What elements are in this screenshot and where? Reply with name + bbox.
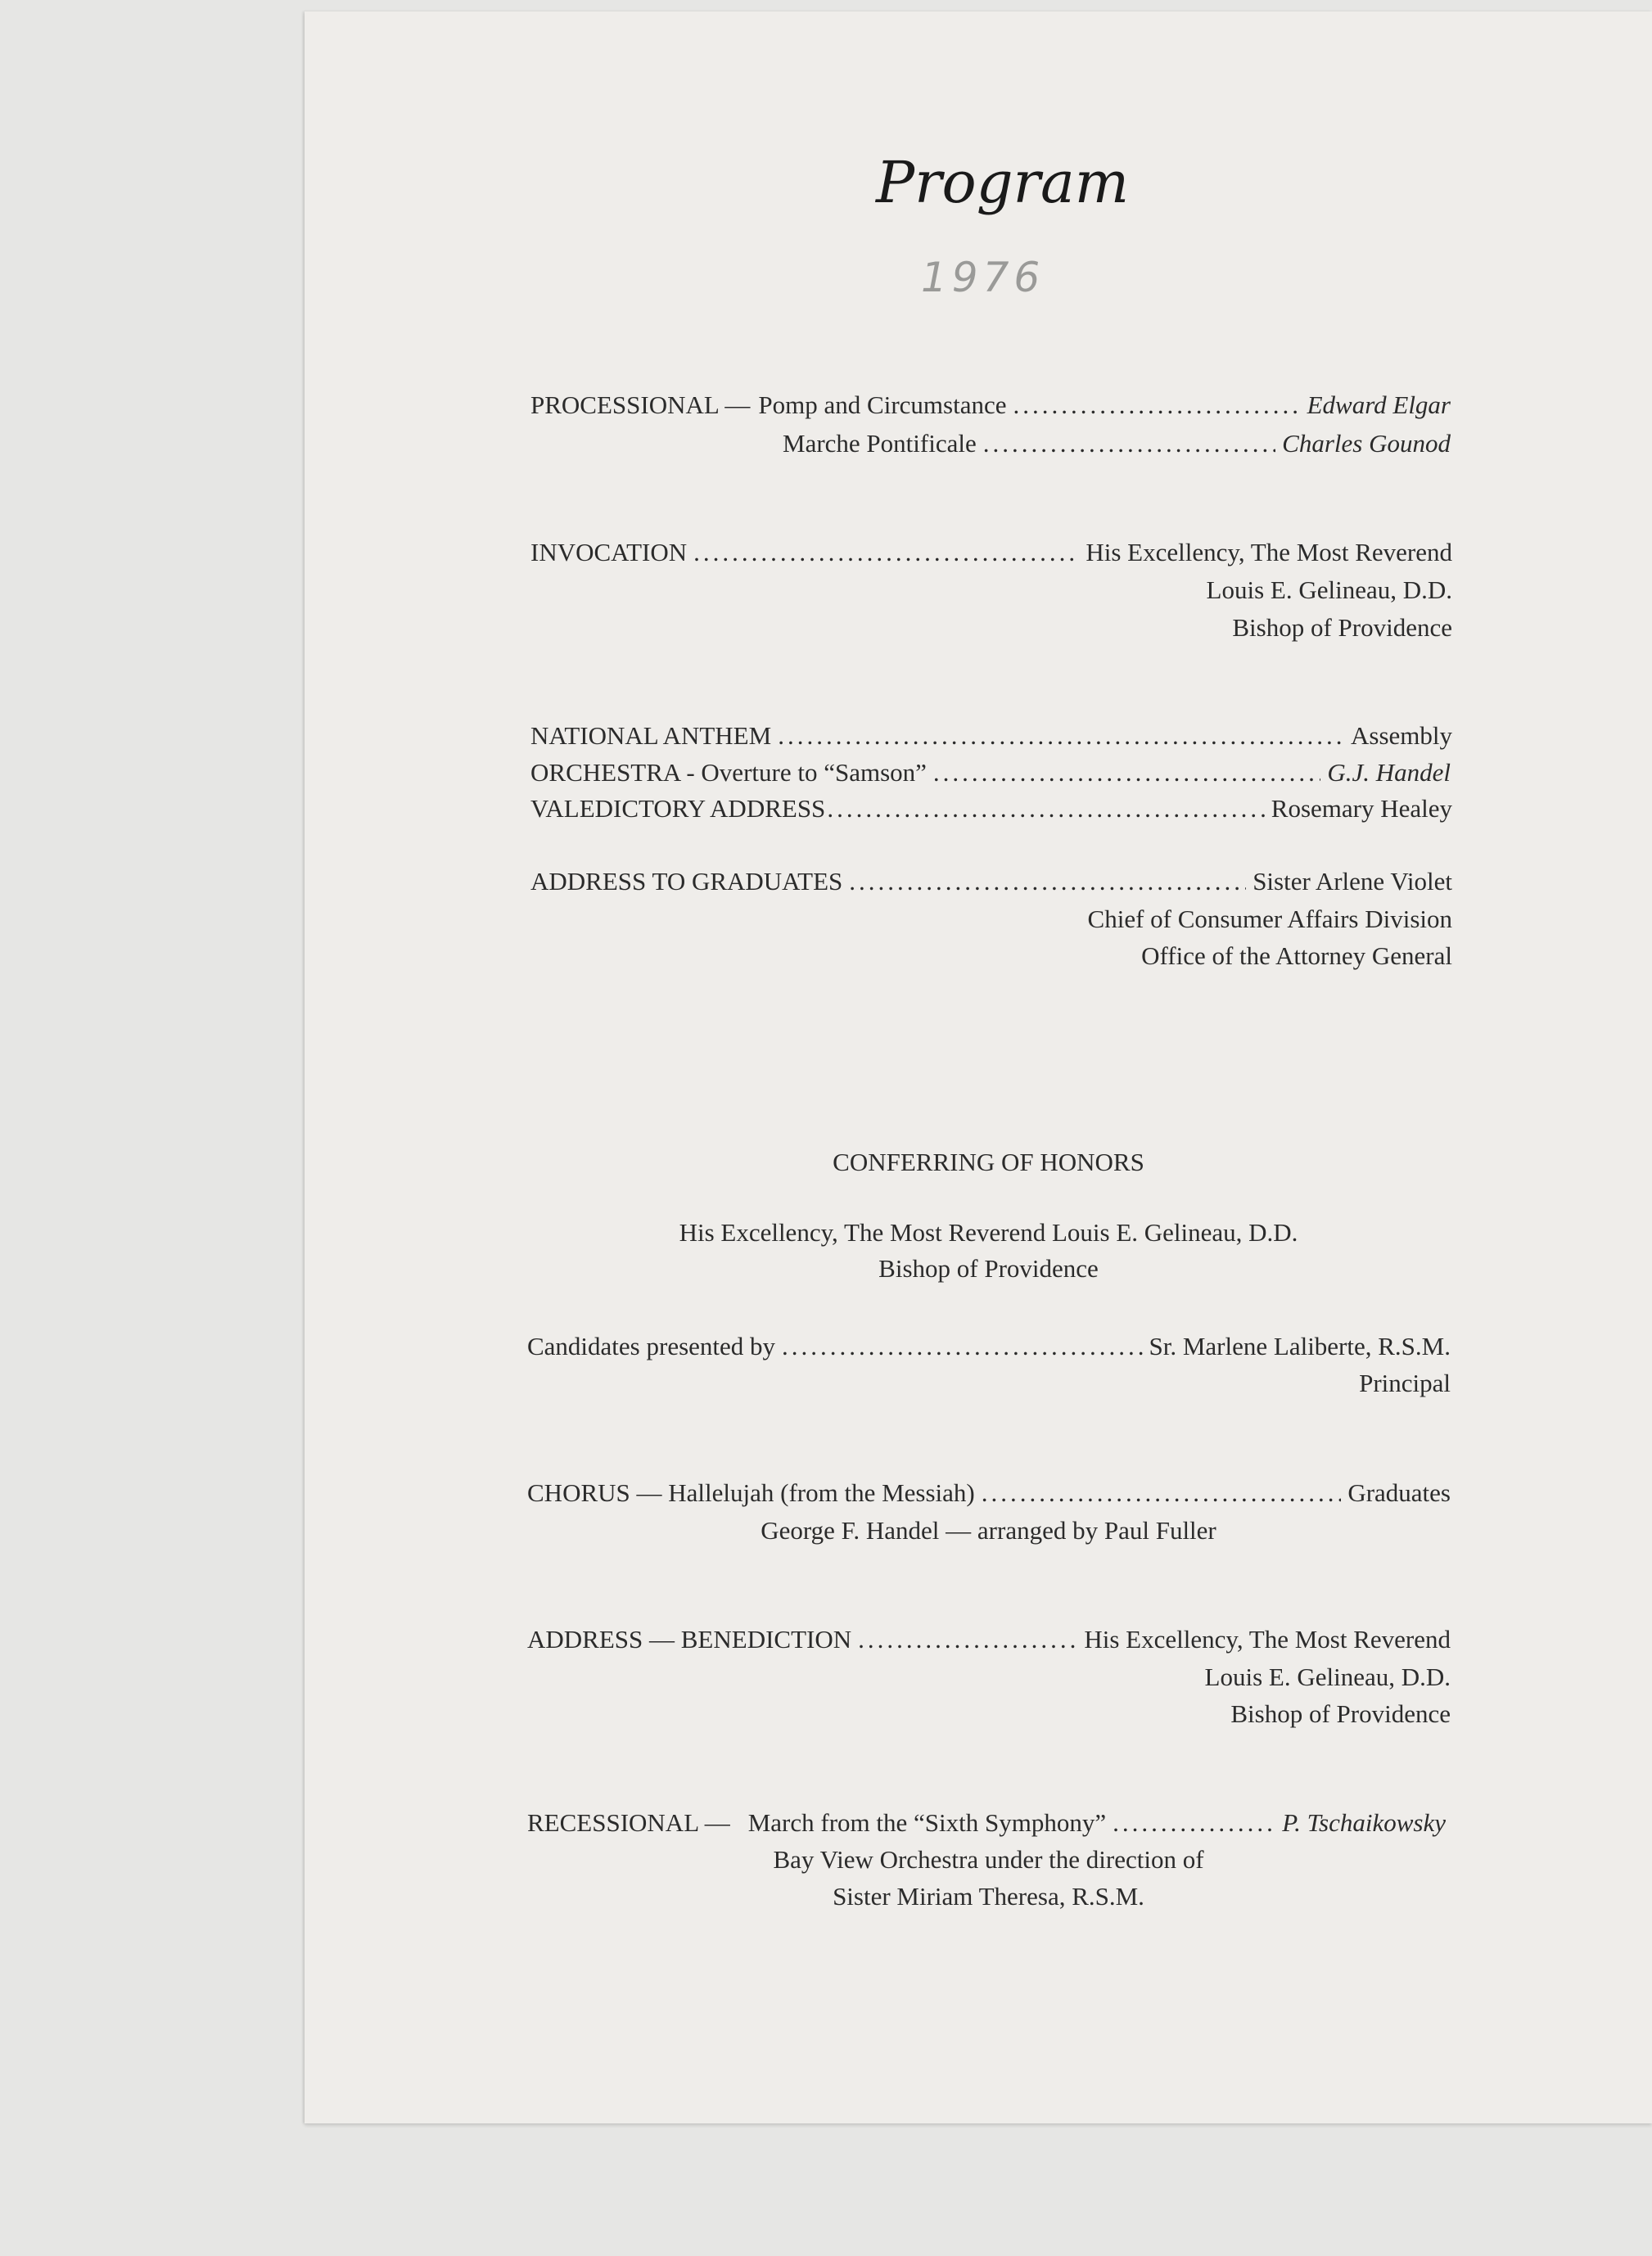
- leader-dots: [849, 865, 1246, 898]
- leader-dots: [693, 536, 1079, 569]
- processional-label: PROCESSIONAL —: [530, 390, 751, 419]
- valedictory-line: [530, 792, 1452, 825]
- recessional-line-1: [527, 1807, 1446, 1839]
- chorus-label: CHORUS — Hallelujah (from the Messiah): [527, 1478, 975, 1507]
- leader-dots: [983, 427, 1275, 460]
- program-title: Program: [876, 149, 1130, 216]
- graduates-address-line-3: Office of the Attorney General: [1141, 941, 1452, 970]
- processional-line-2: [783, 427, 1451, 460]
- recessional-composer: P. Tschaikowsky: [1282, 1808, 1446, 1837]
- graduates-address-speaker: Sister Arlene Violet: [1253, 867, 1452, 896]
- processional-item-1: Pomp and Circumstance: [758, 390, 1007, 419]
- candidates-presenter: Sr. Marlene Laliberte, R.S.M.: [1149, 1332, 1451, 1360]
- invocation-line-2: Louis E. Gelineau, D.D.: [1206, 575, 1452, 604]
- orchestra-label: ORCHESTRA - Overture to “Samson”: [530, 758, 927, 787]
- orchestra-composer: G.J. Handel: [1327, 758, 1451, 787]
- candidates-label: Candidates presented by: [527, 1332, 776, 1360]
- handwritten-year: 1976: [921, 254, 1045, 301]
- orchestra-line: [530, 756, 1451, 789]
- recessional-label: RECESSIONAL —: [527, 1808, 730, 1837]
- honors-line-1: His Excellency, The Most Reverend Louis E. Gelineau, D.D.: [679, 1218, 1298, 1247]
- anthem-label: NATIONAL ANTHEM: [530, 721, 772, 750]
- leader-dots: [827, 792, 1264, 825]
- leader-dots: [1113, 1807, 1275, 1839]
- processional-line-1: [530, 389, 1451, 422]
- benediction-line-3: Bishop of Providence: [1230, 1699, 1451, 1728]
- anthem-by: Assembly: [1351, 721, 1452, 750]
- invocation-line-1: [530, 536, 1452, 569]
- benediction-line-1: [527, 1623, 1451, 1656]
- graduates-address-line-2: Chief of Consumer Affairs Division: [1087, 905, 1452, 933]
- recessional-item: March from the “Sixth Symphony”: [747, 1808, 1107, 1837]
- honors-heading: CONFERRING OF HONORS: [833, 1148, 1144, 1176]
- anthem-line: [530, 720, 1452, 752]
- graduates-address-label: ADDRESS TO GRADUATES: [530, 867, 843, 896]
- candidates-line-2: Principal: [1359, 1369, 1451, 1397]
- leader-dots: [782, 1330, 1142, 1363]
- chorus-line-1: [527, 1477, 1451, 1509]
- leader-dots: [858, 1623, 1077, 1656]
- leader-dots: [1013, 389, 1300, 422]
- valedictory-label: VALEDICTORY ADDRESS: [530, 794, 826, 823]
- benediction-label: ADDRESS — BENEDICTION: [527, 1625, 852, 1654]
- valedictory-by: Rosemary Healey: [1271, 794, 1452, 823]
- benediction-officiant: His Excellency, The Most Reverend: [1084, 1625, 1451, 1654]
- processional-composer-1: Edward Elgar: [1307, 390, 1451, 419]
- processional-composer-2: Charles Gounod: [1282, 429, 1451, 458]
- chorus-by: Graduates: [1347, 1478, 1451, 1507]
- invocation-line-3: Bishop of Providence: [1232, 613, 1452, 642]
- invocation-officiant: His Excellency, The Most Reverend: [1086, 538, 1452, 566]
- invocation-label: INVOCATION: [530, 538, 688, 566]
- graduates-address-line-1: [530, 865, 1452, 898]
- processional-item-2: Marche Pontificale: [783, 429, 977, 458]
- leader-dots: [778, 720, 1344, 752]
- leader-dots: [982, 1477, 1342, 1509]
- benediction-line-2: Louis E. Gelineau, D.D.: [1204, 1663, 1451, 1691]
- recessional-line-3: Sister Miriam Theresa, R.S.M.: [833, 1882, 1144, 1911]
- recessional-line-2: Bay View Orchestra under the direction of: [773, 1845, 1204, 1874]
- candidates-line-1: [527, 1330, 1451, 1363]
- chorus-line-2: George F. Handel — arranged by Paul Fuller: [761, 1516, 1216, 1545]
- honors-line-2: Bishop of Providence: [878, 1254, 1099, 1283]
- leader-dots: [933, 756, 1320, 789]
